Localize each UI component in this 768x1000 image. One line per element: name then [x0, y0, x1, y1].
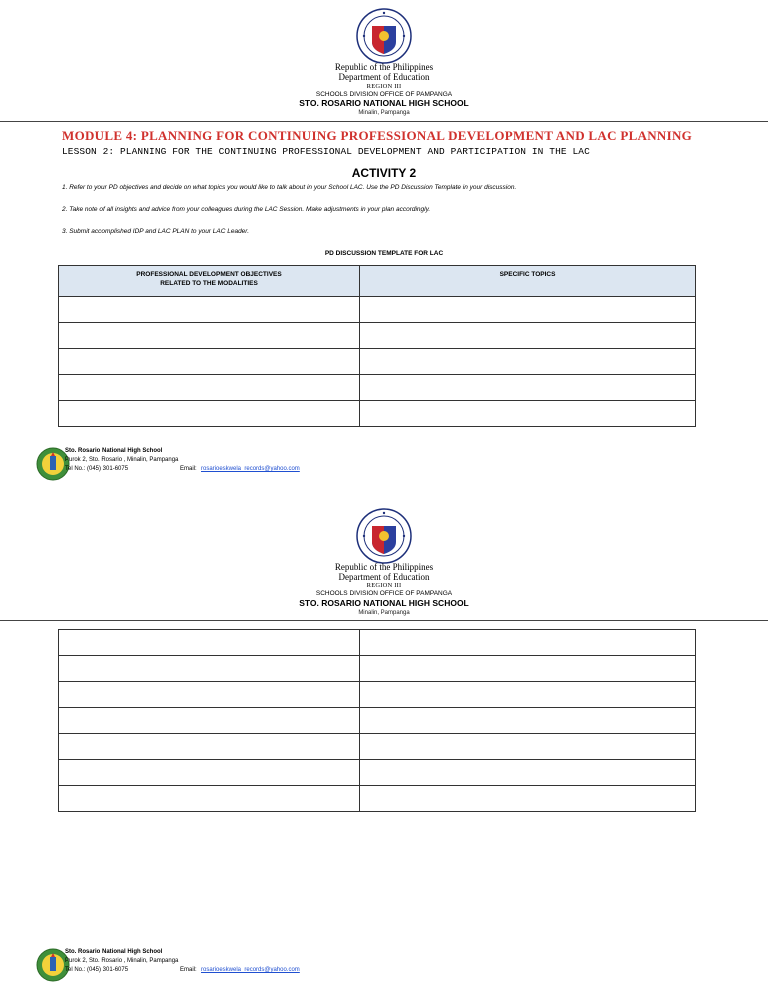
objective-cell[interactable]	[59, 708, 360, 734]
topic-cell[interactable]	[360, 708, 696, 734]
deped-seal-logo	[356, 8, 412, 64]
footer-school-name: Sto. Rosario National High School	[65, 448, 163, 454]
footer-school-name: Sto. Rosario National High School	[65, 949, 163, 955]
table-row	[59, 349, 696, 375]
header-school: STO. ROSARIO NATIONAL HIGH SCHOOL	[299, 598, 469, 608]
table-row	[59, 656, 696, 682]
footer-email-label: Email:	[180, 967, 197, 973]
header-location: Minalin, Pampanga	[358, 610, 410, 616]
pd-discussion-table	[58, 265, 696, 427]
header-division: SCHOOLS DIVISION OFFICE OF PAMPANGA	[315, 91, 453, 98]
table-row	[59, 323, 696, 349]
table-row	[59, 375, 696, 401]
header-region: REGION III	[366, 83, 402, 90]
footer-address: Purok 2, Sto. Rosario , Minalin, Pampanga	[65, 457, 179, 463]
footer-email-link[interactable]: rosarioeskwela_records@yahoo.com	[201, 967, 300, 973]
header-division: SCHOOLS DIVISION OFFICE OF PAMPANGA	[315, 590, 453, 597]
topic-cell[interactable]	[360, 375, 696, 401]
table-row	[59, 682, 696, 708]
header-divider	[0, 620, 768, 621]
table-header-row	[59, 266, 696, 297]
objective-cell[interactable]	[59, 349, 360, 375]
table-row	[59, 297, 696, 323]
footer-email-link[interactable]: rosarioeskwela_records@yahoo.com	[201, 466, 300, 472]
objective-cell[interactable]	[59, 734, 360, 760]
topic-cell[interactable]	[360, 682, 696, 708]
footer-tel: Tel No.: (045) 301-6075	[65, 967, 129, 973]
template-title: PD DISCUSSION TEMPLATE FOR LAC	[324, 250, 444, 257]
table-row	[59, 760, 696, 786]
header-location: Minalin, Pampanga	[358, 110, 410, 116]
topic-cell[interactable]	[360, 630, 696, 656]
objective-cell[interactable]	[59, 401, 360, 427]
table-row	[59, 708, 696, 734]
objective-cell[interactable]	[59, 656, 360, 682]
header-department: Department of Education	[338, 72, 430, 82]
pd-discussion-table-continued	[58, 629, 696, 812]
footer-address: Purok 2, Sto. Rosario , Minalin, Pampanga	[65, 958, 179, 964]
topic-cell[interactable]	[360, 656, 696, 682]
objective-cell[interactable]	[59, 682, 360, 708]
header-school: STO. ROSARIO NATIONAL HIGH SCHOOL	[299, 98, 469, 108]
table-row	[59, 786, 696, 812]
activity-title: ACTIVITY 2	[351, 166, 417, 180]
objective-cell[interactable]	[59, 375, 360, 401]
lesson-title: LESSON 2: PLANNING FOR THE CONTINUING PROFESSIONAL DEVELOPMENT AND PARTICIPATION IN THE LAC	[62, 146, 590, 157]
objective-cell[interactable]	[59, 297, 360, 323]
topic-cell[interactable]	[360, 297, 696, 323]
table-row	[59, 734, 696, 760]
footer-email-label: Email:	[180, 466, 197, 472]
topic-cell[interactable]	[360, 401, 696, 427]
header-republic: Republic of the Philippines	[334, 62, 434, 72]
column-header-objectives-line2: RELATED TO THE MODALITIES	[160, 280, 258, 287]
module-title: MODULE 4: PLANNING FOR CONTINUING PROFESSIONAL DEVELOPMENT AND LAC PLANNING	[62, 128, 693, 143]
topic-cell[interactable]	[360, 323, 696, 349]
header-divider	[0, 121, 768, 122]
objective-cell[interactable]	[59, 630, 360, 656]
objective-cell[interactable]	[59, 323, 360, 349]
instruction-1: 1. Refer to your PD objectives and decide on what topics you would like to talk about in your School LAC. Use the PD Discussion Template in your discussion.	[62, 184, 517, 191]
footer-tel: Tel No.: (045) 301-6075	[65, 466, 129, 472]
objective-cell[interactable]	[59, 786, 360, 812]
header-republic: Republic of the Philippines	[334, 562, 434, 572]
column-header-objectives-line1: PROFESSIONAL DEVELOPMENT OBJECTIVES	[136, 271, 282, 278]
table-row	[59, 401, 696, 427]
header-department: Department of Education	[338, 572, 430, 582]
objective-cell[interactable]	[59, 760, 360, 786]
instruction-3: 3. Submit accomplished IDP and LAC PLAN to your LAC Leader.	[62, 228, 250, 235]
topic-cell[interactable]	[360, 786, 696, 812]
table-row	[59, 630, 696, 656]
deped-seal-logo	[356, 508, 412, 564]
instruction-2: 2. Take note of all insights and advice from your colleagues during the LAC Session. Make adjustments in your plan accordingly.	[62, 206, 431, 213]
column-header-objectives	[59, 266, 360, 297]
topic-cell[interactable]	[360, 760, 696, 786]
header-region: REGION III	[366, 582, 402, 589]
topic-cell[interactable]	[360, 734, 696, 760]
topic-cell[interactable]	[360, 349, 696, 375]
column-header-topics: SPECIFIC TOPICS	[360, 266, 696, 297]
